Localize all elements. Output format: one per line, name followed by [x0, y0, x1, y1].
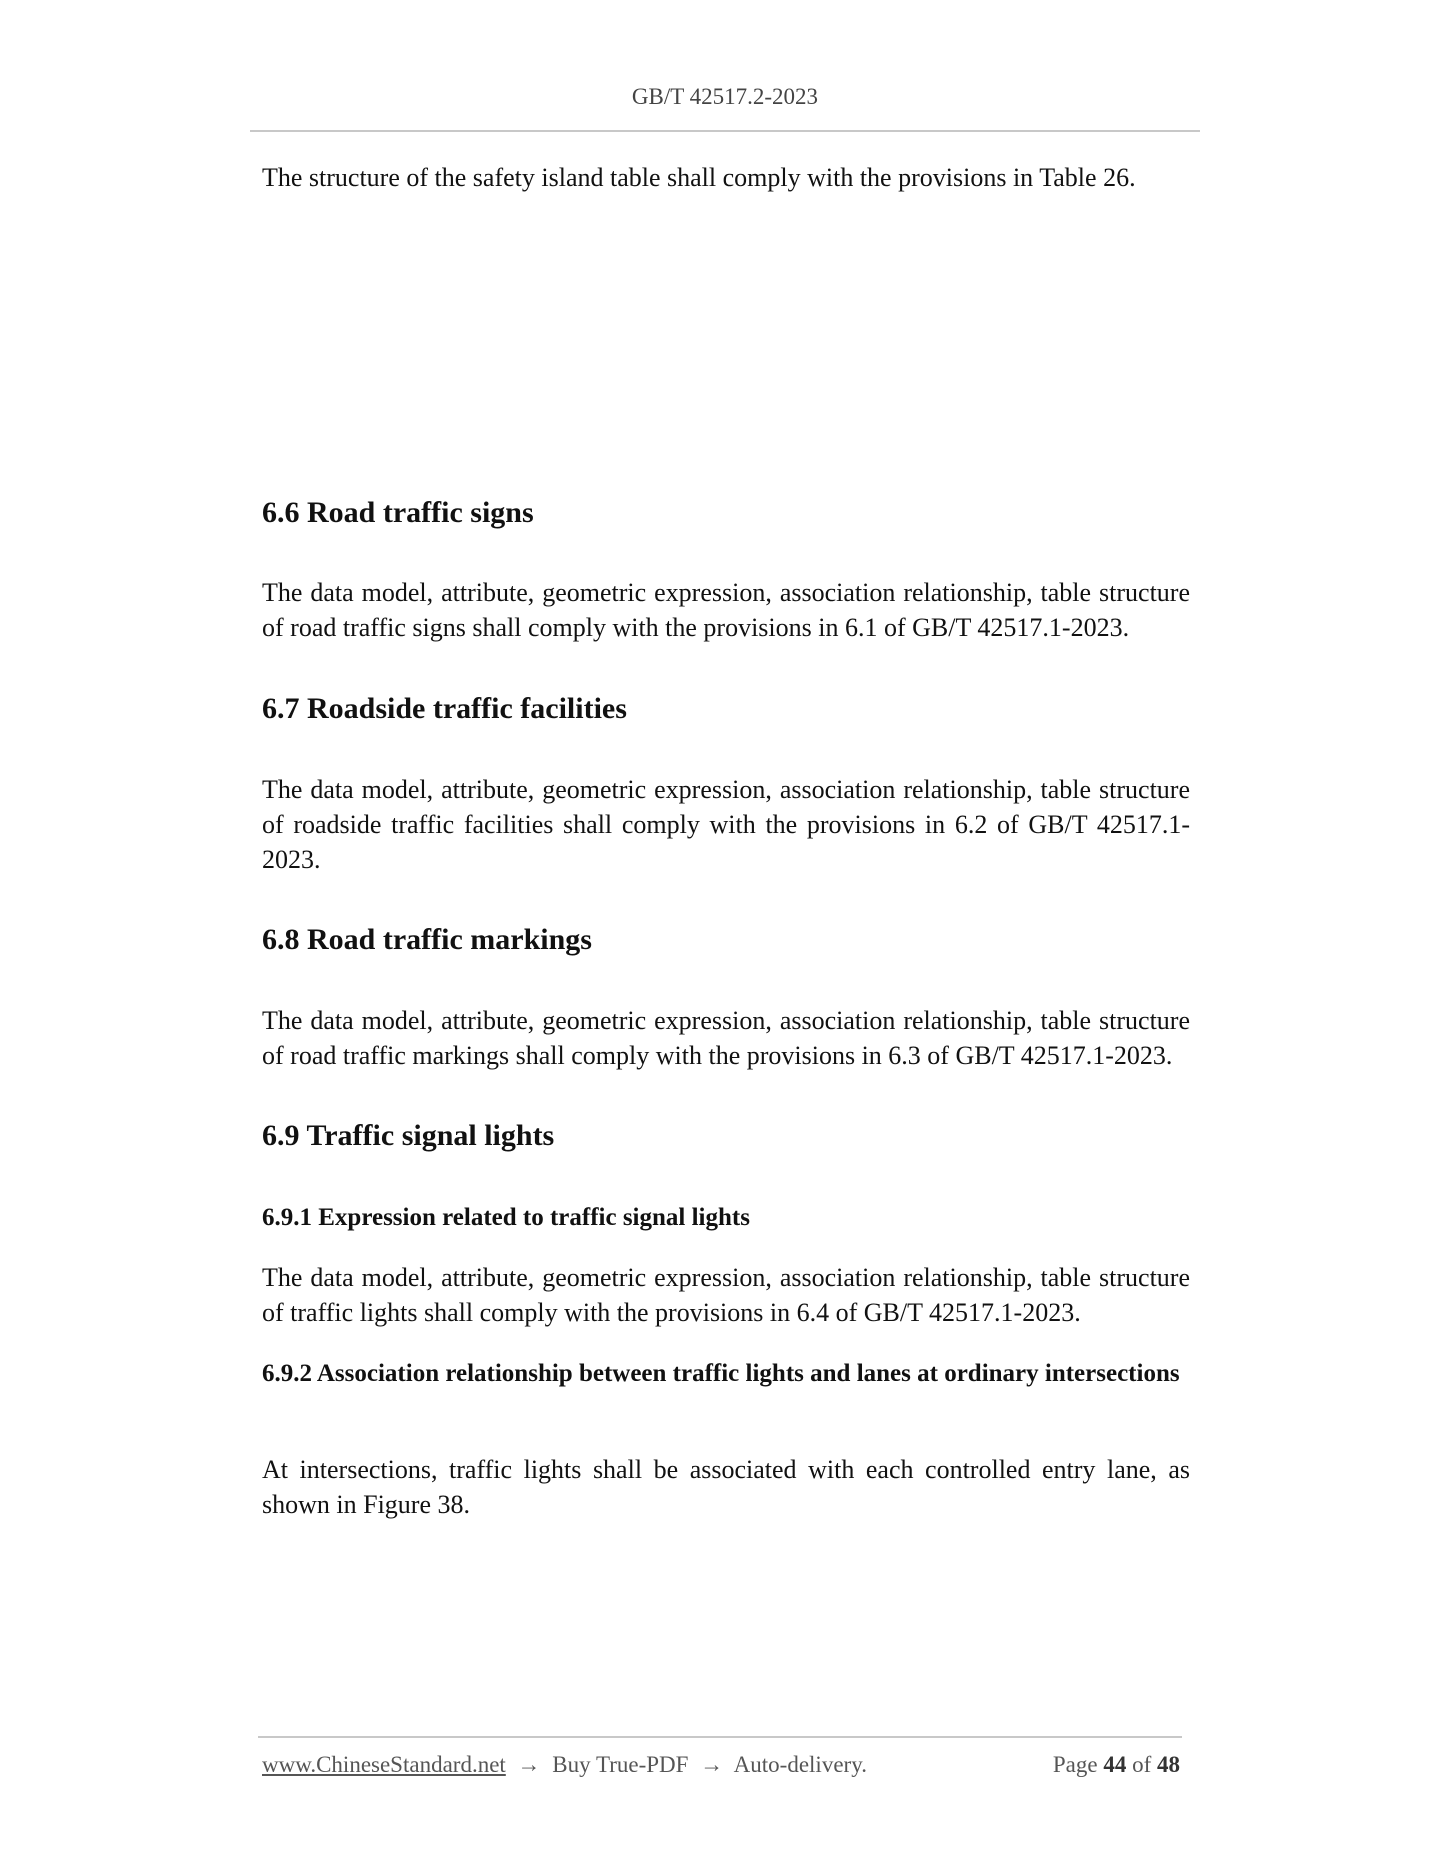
site-link[interactable]: www.ChineseStandard.net — [262, 1752, 506, 1777]
page-total: 48 — [1157, 1752, 1180, 1777]
section-6-6-heading: 6.6 Road traffic signs — [262, 496, 534, 529]
footer-promo — [262, 1752, 867, 1778]
section-6-9-1-paragraph: The data model, attribute, geometric expression, association relationship, table structure of traffic lights shall comply with the provisions in 6.4 of GB/T 42517.1-2023. — [262, 1263, 1190, 1327]
footer-divider — [258, 1736, 1182, 1738]
header-divider — [250, 130, 1200, 132]
buy-text: Buy True-PDF — [552, 1752, 689, 1777]
section-6-7-paragraph: The data model, attribute, geometric expression, association relationship, table structure of roadside traffic facilities shall comply with the provisions in 6.2 of GB/T 42517.1-2023. — [262, 775, 1190, 874]
section-6-9-heading: 6.9 Traffic signal lights — [262, 1119, 555, 1152]
page-header: GB/T 42517.2-2023 — [631, 84, 819, 109]
delivery-text: Auto-delivery. — [733, 1752, 867, 1777]
section-6-9-2-paragraph: At intersections, traffic lights shall be associated with each controlled entry lane, as shown in Figure 38. — [262, 1455, 1190, 1519]
section-6-8-heading: 6.8 Road traffic markings — [262, 923, 592, 956]
page-number — [1053, 1752, 1180, 1778]
section-6-7-heading: 6.7 Roadside traffic facilities — [262, 692, 627, 725]
page-current: 44 — [1103, 1752, 1127, 1777]
of-label: of — [1132, 1752, 1152, 1777]
section-6-9-2-heading: 6.9.2 Association relationship between traffic lights and lanes at ordinary intersections — [262, 1360, 1180, 1387]
arrow-right-icon: → — [700, 1752, 724, 1777]
section-6-8-paragraph: The data model, attribute, geometric expression, association relationship, table structure of road traffic markings shall comply with the provisions in 6.3 of GB/T 42517.1-2023. — [262, 1006, 1190, 1070]
page-footer — [262, 1752, 1180, 1778]
arrow-right-icon: → — [517, 1752, 541, 1777]
section-6-9-1-heading: 6.9.1 Expression related to traffic signal lights — [262, 1204, 750, 1231]
page-label: Page — [1052, 1752, 1098, 1777]
intro-paragraph: The structure of the safety island table shall comply with the provisions in Table 26. — [262, 163, 1136, 192]
section-6-6-paragraph: The data model, attribute, geometric expression, association relationship, table structure of road traffic signs shall comply with the provisions in 6.1 of GB/T 42517.1-2023. — [262, 578, 1190, 642]
